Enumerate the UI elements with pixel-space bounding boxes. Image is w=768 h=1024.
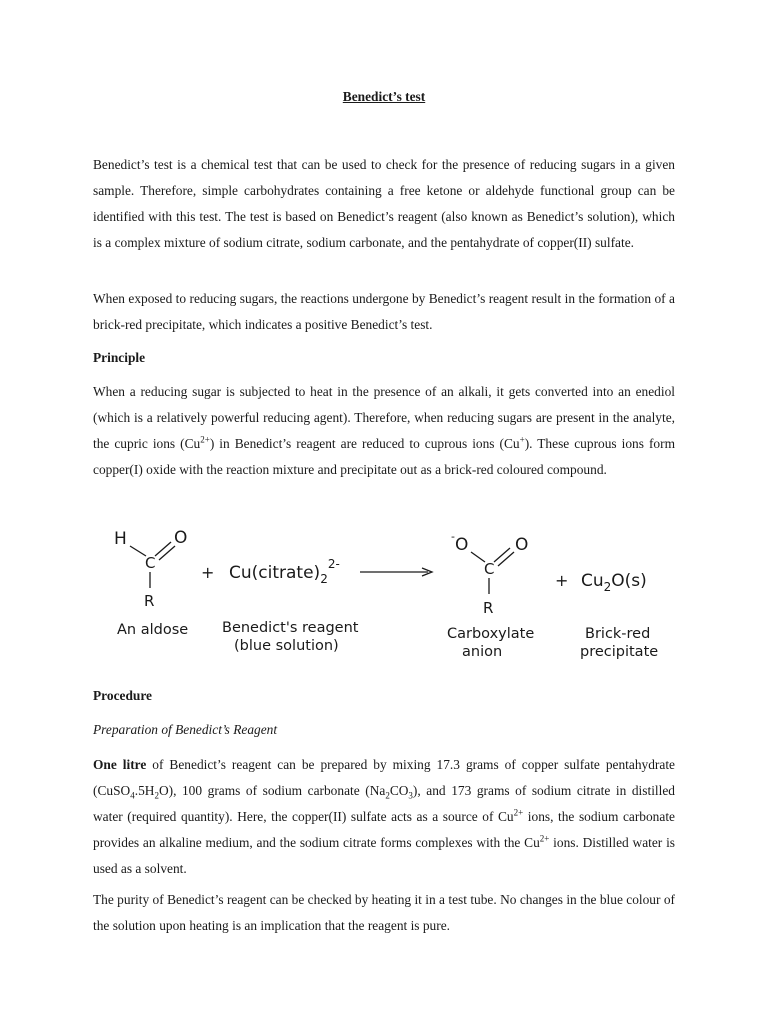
label-carboxylate-line1: Carboxylate [447, 626, 535, 642]
procedure-text-d: CO [389, 783, 409, 798]
anion-minus-charge: - [451, 530, 455, 543]
cuprous-charge: + [519, 434, 525, 445]
principle-text-1: When a reducing sugar is subjected to heat in the presence of an alkali, it gets converted into an enediol (which is a relatively powerful reducing agent). Therefore, when reducing sugars are present in the analyte, the cupric ions (Cu [93, 384, 675, 451]
label-reagent-line1: Benedict's reagent [222, 620, 359, 636]
principle-text-2: ) in Benedict’s reagent are reduced to cuprous ions (Cu [209, 436, 520, 451]
procedure-text-c: O), 100 grams of sodium carbonate (Na [158, 783, 386, 798]
label-reagent-line2: (blue solution) [234, 638, 339, 654]
aldose-double-bond-a [155, 542, 171, 556]
anion-o-atom-2: O [515, 535, 529, 555]
procedure-paragraph-2: The purity of Benedict’s reagent can be checked by heating it in a test tube. No changes in the blue colour of the solution upon heating is an implication that the reagent is pure. [93, 892, 675, 933]
procedure-text-f: ions, the sodium carbonate provides an alkaline medium, and the sodium citrate forms complexes with the Cu [93, 809, 675, 850]
plus-sign-1: + [201, 563, 215, 582]
aldose-h-bond [130, 546, 146, 556]
product-formula [581, 571, 647, 594]
anion-r-group: R [483, 599, 494, 617]
product-cu: Cu [581, 571, 604, 591]
procedure-text-b: .5H [134, 783, 155, 798]
reagent-main: Cu(citrate) [229, 563, 321, 583]
reagent-formula [229, 557, 340, 586]
label-aldose: An aldose [117, 622, 189, 638]
aldose-o-atom: O [174, 528, 188, 548]
anion-double-bond-b [498, 552, 514, 566]
intro-paragraph-2: When exposed to reducing sugars, the reactions undergone by Benedict’s reagent result in the formation of a brick-red precipitate, which indicates a positive Benedict’s test. [93, 291, 675, 332]
page-title: Benedict’s test [342, 89, 426, 104]
sulfate-subscript: 4 [130, 790, 135, 801]
aldose-double-bond-b [159, 546, 175, 560]
reagent-subscript: 2 [320, 572, 328, 586]
plus-sign-2: + [555, 571, 569, 590]
reagent-preparation-subheading: Preparation of Benedict’s Reagent [93, 722, 278, 737]
anion-double-bond-a [494, 548, 510, 562]
label-carboxylate-line2: anion [462, 644, 503, 660]
reaction-diagram [100, 524, 680, 670]
aldose-h-atom: H [114, 529, 127, 549]
principle-paragraph [93, 379, 675, 483]
principle-text-3: ). These cuprous ions form copper(I) oxide with the reaction mixture and precipitate out as a brick-red coloured compound. [93, 436, 675, 477]
principle-heading: Principle [93, 350, 146, 365]
anion-o-atom-1: O [455, 535, 469, 555]
cupric-charge: 2+ [200, 434, 210, 445]
aldose-r-group: R [144, 592, 155, 610]
one-litre-emphasis: One litre [93, 757, 147, 772]
copper-charge-1: 2+ [513, 807, 524, 818]
procedure-heading: Procedure [93, 688, 153, 703]
procedure-text-g: ions. Distilled water is used as a solvent. [93, 835, 675, 876]
label-precipitate-line1: Brick-red [585, 626, 651, 642]
sodium-subscript: 2 [385, 790, 390, 801]
procedure-paragraph-1 [93, 752, 675, 882]
procedure-text-a: of Benedict’s reagent can be prepared by mixing 17.3 grams of copper sulfate pentahydrate (CuSO [93, 757, 675, 798]
aldose-c-atom: C [145, 554, 156, 572]
anion-c-atom: C [484, 560, 495, 578]
label-precipitate-line2: precipitate [580, 644, 659, 660]
product-subscript: 2 [603, 580, 612, 594]
product-o: O(s) [611, 571, 647, 591]
intro-paragraph-1: Benedict’s test is a chemical test that can be used to check for the presence of reducing sugars in a given sample. Therefore, simple carbohydrates containing a free ketone or aldehyde functional group can be identified with this test. The test is based on Benedict’s reagent (also known as Benedict’s solution), which is a complex mixture of sodium citrate, sodium carbonate, and the pentahydrate of copper(II) sulfate. [93, 157, 675, 250]
procedure-text-e: ), and 173 grams of sodium citrate in distilled water (required quantity). Here, the copper(II) sulfate acts as a source of Cu [93, 783, 675, 824]
carbonate-subscript: 3 [408, 790, 413, 801]
anion-o-bond [471, 552, 485, 562]
water-subscript: 2 [154, 790, 159, 801]
reagent-charge: 2- [327, 557, 340, 571]
copper-charge-2: 2+ [539, 833, 550, 844]
